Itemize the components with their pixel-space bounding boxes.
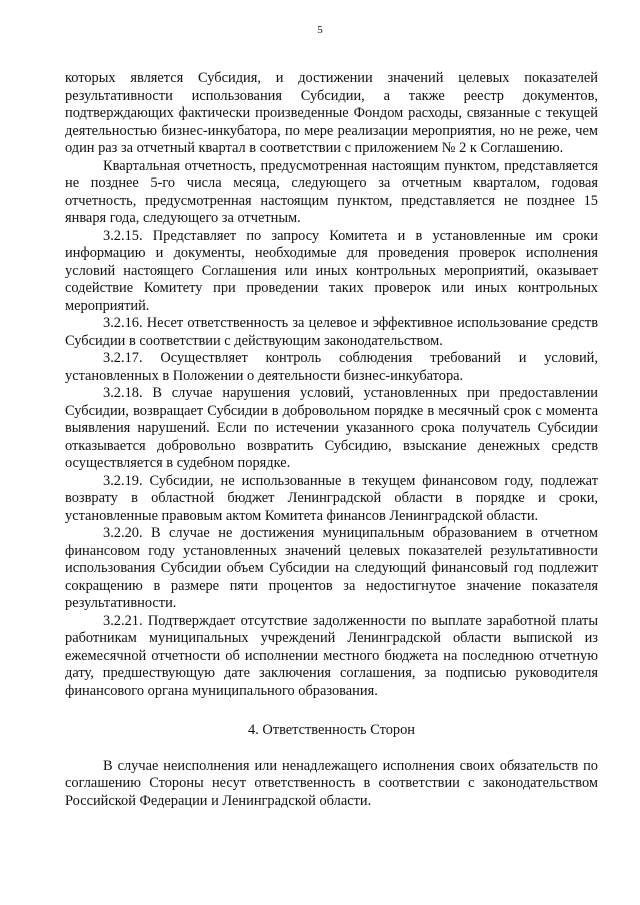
paragraph-3-2-20: 3.2.20. В случае не достижения муниципальным образованием в отчетном финансовом году установленных значений целевых показателей результативности использования Субсидии объем Субсидии на следующий финансовый год подлежит сокращению в размере пяти процентов за недостигнутое значение показателя результативности. [65, 525, 598, 611]
document-body [65, 70, 598, 810]
paragraph-3-2-16: 3.2.16. Несет ответственность за целевое и эффективное использование средств Субсидии в соответствии с действующим законодательством. [65, 315, 598, 349]
paragraph-quarterly-reporting: Квартальная отчетность, предусмотренная настоящим пунктом, представляется не позднее 5-го числа месяца, следующего за отчетным кварталом, годовая отчетность, предусмотренная настоящим пунктом, представляется не позднее 15 января года, следующего за отчетным. [65, 157, 598, 226]
paragraph-3-2-21: 3.2.21. Подтверждает отсутствие задолженности по выплате заработной платы работникам муниципальных учреждений Ленинградской области выпиской из ежемесячной отчетности об исполнении местного бюджета на последнюю отчетную дату, предшествующую дате заключения соглашения, за подписью руководителя финансового органа муниципального образования. [65, 612, 598, 699]
paragraph-3-2-18: 3.2.18. В случае нарушения условий, установленных при предоставлении Субсидии, возвращает Субсидии в добровольном порядке в месячный срок с момента выявления нарушений. Если по истечении указанного срока получатель Субсидии отказывается добровольно возвратить Субсидию, взыскание денежных средств осуществляется в судебном порядке. [65, 385, 598, 471]
page-number: 5 [317, 24, 323, 36]
paragraph-continuation: которых является Субсидия, и достижении значений целевых показателей результативности использования Субсидии, а также реестр документов, подтверждающих фактически произведенные Фондом расходы, связанные с текущей деятельностью бизнес-инкубатора, по мере реализации мероприятия, но не реже, чем один раз за отчетный квартал в соответствии с приложением № 2 к Соглашению. [65, 70, 598, 156]
section-heading: 4. Ответственность Сторон [248, 722, 415, 738]
paragraph-3-2-17: 3.2.17. Осуществляет контроль соблюдения требований и условий, установленных в Положении о деятельности бизнес-инкубатора. [65, 350, 598, 384]
paragraph-section-4: В случае неисполнения или ненадлежащего исполнения своих обязательств по соглашению Стороны несут ответственность в соответствии с законодательством Российской Федерации и Ленинградской области. [65, 757, 598, 809]
paragraph-3-2-19: 3.2.19. Субсидии, не использованные в текущем финансовом году, подлежат возврату в областной бюджет Ленинградской области в порядке и сроки, установленные правовым актом Комитета финансов Ленинградской области. [65, 472, 598, 524]
paragraph-3-2-15: 3.2.15. Представляет по запросу Комитета и в установленные им сроки информацию и документы, необходимые для проведения проверок исполнения условий настоящего Соглашения или иных контрольных мероприятий, оказывает содействие Комитету при проведении таких проверок или иных контрольных мероприятий. [65, 227, 598, 314]
